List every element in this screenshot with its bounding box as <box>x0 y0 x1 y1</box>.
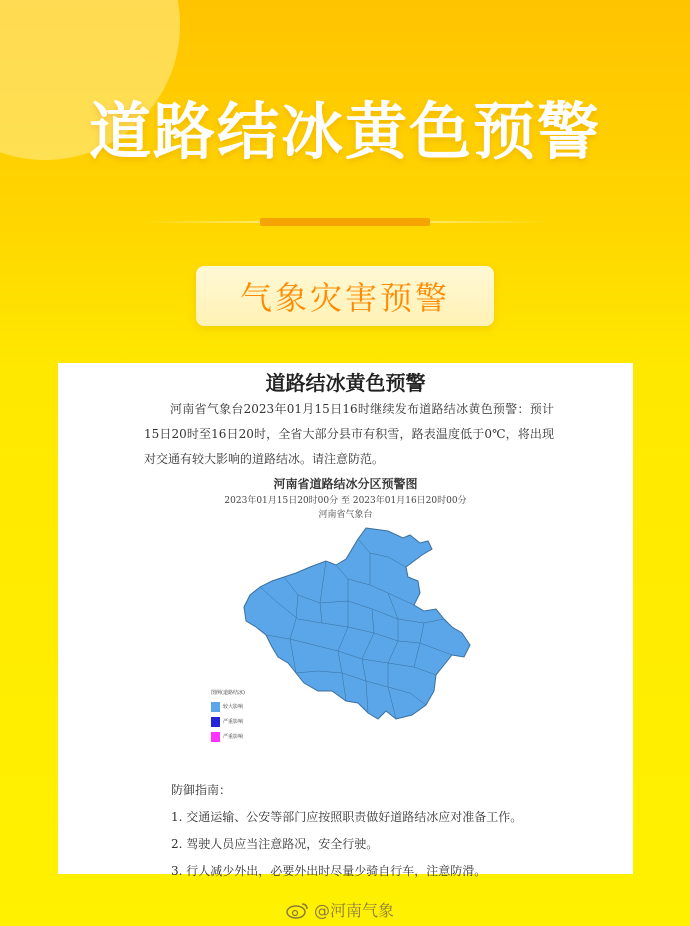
legend-label: 严重影响 <box>223 734 244 740</box>
map-time-range: 2023年01月15日20时00分 至 2023年01月16日20时00分 <box>224 496 467 506</box>
divider-accent <box>260 218 430 226</box>
legend-title: 图例(道路结冰) <box>211 690 245 696</box>
map-legend <box>211 689 245 744</box>
henan-warning-map <box>238 523 478 733</box>
guide-item: 1. 交通运输、公安等部门应按照职责做好道路结冰应对准备工作。 <box>171 810 523 824</box>
document-title: 道路结冰黄色预警 <box>265 371 426 395</box>
source-watermark <box>286 898 394 921</box>
weibo-icon <box>286 901 310 919</box>
page-title: 道路结冰黄色预警 <box>88 95 601 168</box>
defense-guide <box>171 781 522 889</box>
legend-item <box>211 714 245 729</box>
guide-title: 防御指南： <box>171 783 232 797</box>
legend-label: 严重影响 <box>223 719 244 725</box>
map-title: 河南省道路结冰分区预警图 <box>273 477 418 491</box>
map-issuer: 河南省气象台 <box>318 510 373 520</box>
guide-item: 2. 驾驶人员应当注意路况，安全行驶。 <box>171 837 379 851</box>
warning-paragraph: 河南省气象台2023年01月15日16时继续发布道路结冰黄色预警：预计15日20时至16日20时，全省大部分县市有积雪，路表温度低于0℃，将出现对交通有较大影响的道路结冰。请注意防范。 <box>144 402 554 466</box>
guide-item: 3. 行人减少外出，必要外出时尽量少骑自行车，注意防滑。 <box>171 864 487 878</box>
legend-swatch <box>211 717 220 727</box>
legend-swatch <box>211 702 220 712</box>
subtitle-text: 气象灾害预警 <box>239 279 450 317</box>
province-shape <box>244 528 470 719</box>
legend-swatch <box>211 732 220 742</box>
legend-item <box>211 729 245 744</box>
warning-document <box>58 363 633 878</box>
legend-label: 较大影响 <box>223 704 244 710</box>
legend-item <box>211 699 245 714</box>
source-label: @河南气象 <box>314 901 395 920</box>
subtitle-badge <box>196 266 494 326</box>
